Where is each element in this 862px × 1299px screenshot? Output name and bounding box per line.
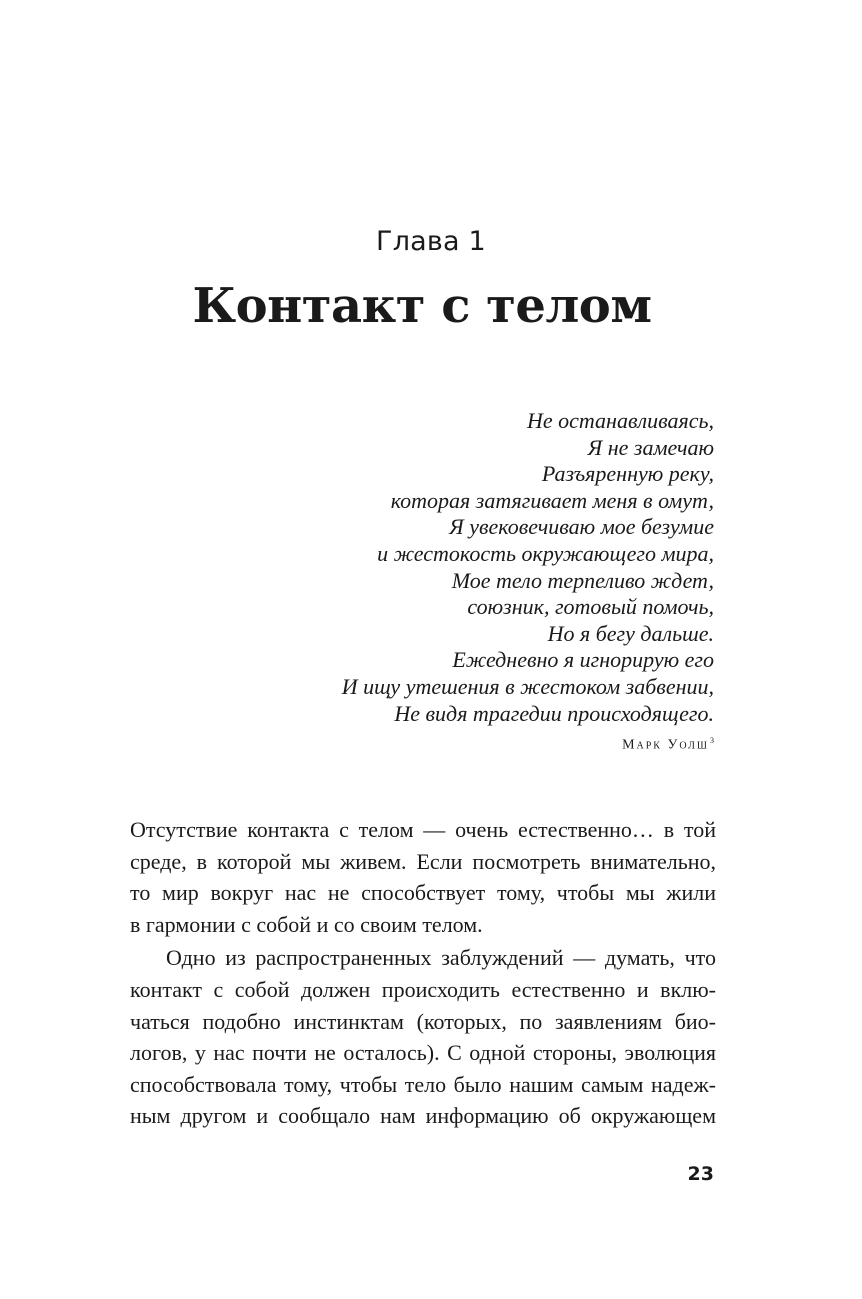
footnote-marker: 3 <box>710 736 714 745</box>
chapter-title: Контакт с телом <box>192 278 652 334</box>
body-line: в гармонии с собой и со своим телом. <box>130 911 483 937</box>
epigraph-line: союзник, готовый помочь, <box>467 594 714 620</box>
body-line: то мир вокруг нас не способствует тому, чтобы мы жили <box>130 880 716 906</box>
epigraph <box>342 408 714 727</box>
page-number: 23 <box>687 1163 714 1185</box>
body-line: Отсутствие контакта с телом — очень естественно… в той <box>130 817 716 842</box>
body-line: способствовала тому, чтобы тело было нашим самым надеж- <box>130 1071 716 1097</box>
body-line: среде, в которой мы живем. Если посмотреть внимательно, <box>130 848 716 874</box>
body-line: ным другом и сообщало нам информацию об окружающем <box>130 1103 716 1129</box>
epigraph-line: Но я бегу дальше. <box>547 620 714 646</box>
epigraph-line: Разъяренную реку, <box>541 461 714 487</box>
epigraph-author <box>622 736 714 754</box>
epigraph-line: Мое тело терпеливо ждет, <box>451 567 714 593</box>
body-line: чаться подобно инстинктам (которых, по заявлениям био- <box>130 1008 716 1034</box>
epigraph-line: и жестокость окружающего мира, <box>377 540 714 566</box>
epigraph-line: которая затягивает меня в омут, <box>390 487 714 513</box>
body-line: Одно из распространенных заблуждений — думать, что <box>166 945 716 971</box>
epigraph-line: Не останавливаясь, <box>526 408 714 433</box>
epigraph-line: Не видя трагедии происходящего. <box>394 700 714 726</box>
chapter-label: Глава 1 <box>376 226 486 257</box>
epigraph-line: Я не замечаю <box>587 434 714 460</box>
body-line: контакт с собой должен происходить естественно и вклю- <box>130 976 716 1002</box>
epigraph-author-name: Марк Уолш <box>622 737 709 753</box>
body-line: логов, у нас почти не осталось). С одной стороны, эволюция <box>130 1040 716 1066</box>
epigraph-line: Я увековечиваю мое безумие <box>449 514 714 540</box>
epigraph-line: Ежедневно я игнорирую его <box>452 647 714 673</box>
epigraph-line: И ищу утешения в жестоком забвении, <box>341 673 714 699</box>
body-text <box>130 814 716 1132</box>
